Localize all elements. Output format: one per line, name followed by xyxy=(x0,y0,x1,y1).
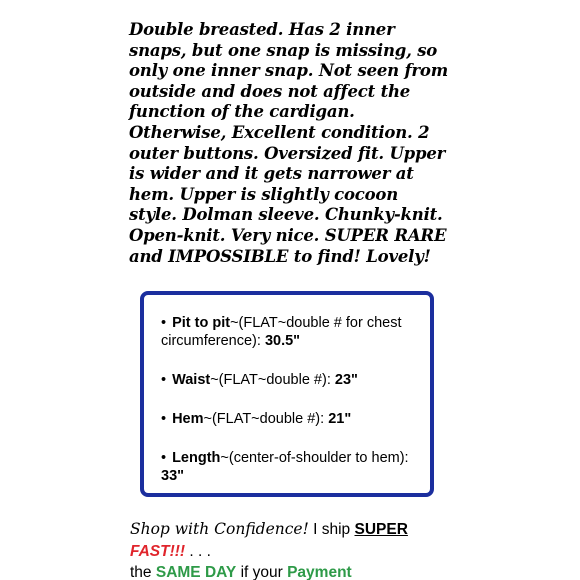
item-description: Double breasted. Has 2 inner snaps, but one snap is missing, so only one inner snap. Not seen from outside and does not affect the function of the cardigan. Otherwise, Excellent condition. 2 outer buttons. Oversized fit. Upper is wider and it gets narrower at hem. Upper is slightly cocoon style. Dolman sleeve. Chunky-knit. Open-knit. Very nice. SUPER RARE and IMPOSSIBLE to find! Lovely! xyxy=(129,20,448,266)
measurement-value: 33" xyxy=(161,468,185,484)
measurement-note: ~(center-of-shoulder to hem): xyxy=(220,450,409,466)
i-ship-text: I ship xyxy=(308,521,355,538)
the-text: the xyxy=(130,564,156,580)
shop-with-confidence: Shop with Confidence! xyxy=(130,520,309,538)
bullet-icon: • xyxy=(161,315,167,331)
shipping-note xyxy=(130,519,450,580)
ellipsis-text: . . . xyxy=(185,542,211,560)
measurement-length xyxy=(161,449,423,485)
measurement-waist xyxy=(161,371,423,389)
measurement-value: 21" xyxy=(328,411,352,427)
measurement-label: Pit to pit xyxy=(172,315,231,331)
bullet-icon: • xyxy=(161,372,167,388)
measurement-hem xyxy=(161,410,423,428)
measurement-value: 23" xyxy=(334,372,358,388)
fast-text: FAST!!! xyxy=(130,542,186,560)
if-your-text: if your xyxy=(236,564,288,580)
bullet-icon: • xyxy=(161,411,167,427)
measurement-label: Length xyxy=(172,450,221,466)
measurements-list xyxy=(161,314,423,485)
payment-text: Payment xyxy=(287,564,352,580)
super-text: SUPER xyxy=(354,521,408,538)
bullet-icon: • xyxy=(161,450,167,466)
measurement-label: Hem xyxy=(172,411,204,427)
measurements-box xyxy=(140,291,434,497)
same-day-text: SAME DAY xyxy=(155,564,237,580)
measurement-pit-to-pit xyxy=(161,314,423,350)
measurement-label: Waist xyxy=(172,372,211,388)
measurement-note: ~(FLAT~double # for chest circumference): xyxy=(161,315,402,349)
measurement-value: 30.5" xyxy=(264,333,301,349)
measurement-note: ~(FLAT~double #): xyxy=(210,372,335,388)
measurement-note: ~(FLAT~double #): xyxy=(203,411,329,427)
